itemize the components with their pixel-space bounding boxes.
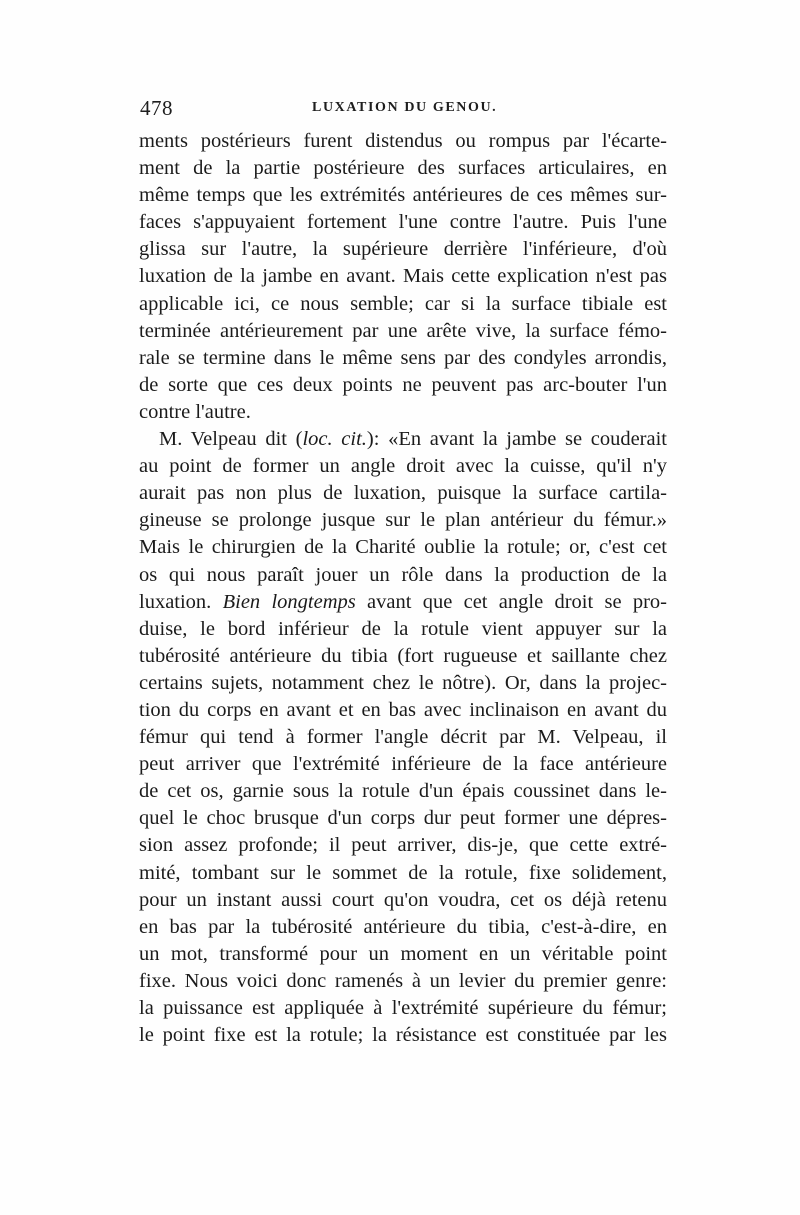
text-line: glissa sur l'autre, la supérieure derrière l'inférieure, d'où: [139, 238, 667, 261]
page-header: [140, 96, 665, 126]
text-line: même temps que les extrémités antérieures de ces mêmes sur-: [139, 184, 667, 207]
text-line: sion assez profonde; il peut arriver, dis-je, que cette extré-: [139, 834, 667, 857]
text-line: quel le choc brusque d'un corps dur peut former une dépres-: [139, 807, 667, 830]
text-line: de sorte que ces deux points ne peuvent pas arc-bouter l'un: [139, 373, 667, 396]
text-line: [139, 589, 667, 616]
text-line: terminée antérieurement par une arête vive, la surface fémo-: [139, 319, 667, 342]
text-line: Mais le chirurgien de la Charité oublie la rotule; or, c'est cet: [139, 536, 667, 559]
emphasis-italic: Bien longtemps: [222, 590, 356, 613]
page-number: 478: [140, 96, 173, 120]
text-line: rale se termine dans le même sens par des condyles arrondis,: [139, 346, 667, 369]
text-line: mité, tombant sur le sommet de la rotule, fixe solidement,: [139, 861, 667, 884]
text-line: aurait pas non plus de luxation, puisque la surface cartila-: [139, 482, 667, 505]
text-line: os qui nous paraît jouer un rôle dans la production de la: [139, 563, 667, 586]
running-title: LUXATION DU GENOU.: [312, 100, 498, 115]
text-line: applicable ici, ce nous semble; car si la surface tibiale est: [139, 292, 667, 315]
text-line: duise, le bord inférieur de la rotule vient appuyer sur la: [139, 617, 667, 640]
text-line: luxation de la jambe en avant. Mais cette explication n'est pas: [139, 265, 667, 288]
text-line: contre l'autre.: [139, 400, 251, 423]
text-line: pour un instant aussi court qu'on voudra, cet os déjà retenu: [139, 888, 667, 911]
text-line: un mot, transformé pour un moment en un véritable point: [139, 942, 667, 965]
text-line: peut arriver que l'extrémité inférieure de la face antérieure: [139, 753, 667, 776]
text-line: de cet os, garnie sous la rotule d'un épais coussinet dans le-: [139, 780, 667, 803]
text-line: faces s'appuyaient fortement l'une contre l'autre. Puis l'une: [139, 211, 667, 234]
paragraph-2: [139, 426, 667, 1049]
text-line: la puissance est appliquée à l'extrémité supérieure du fémur;: [139, 997, 667, 1019]
text-line: le point fixe est la rotule; la résistance est constituée par les: [139, 1024, 667, 1047]
text-line: en bas par la tubérosité antérieure du tibia, c'est-à-dire, en: [139, 915, 667, 938]
text-line: tion du corps en avant et en bas avec inclinaison en avant du: [139, 698, 667, 721]
text-line: tubérosité antérieure du tibia (fort rugueuse et saillante chez: [139, 644, 667, 667]
text-run: M. Velpeau dit (: [159, 428, 303, 451]
text-line: au point de former un angle droit avec la cuisse, qu'il n'y: [139, 455, 667, 478]
citation-italic: loc. cit.: [302, 428, 367, 451]
text-line: fémur qui tend à former l'angle décrit par M. Velpeau, il: [139, 726, 667, 749]
paragraph-1: [139, 128, 667, 426]
text-line: fixe. Nous voici donc ramenés à un levier du premier genre:: [139, 969, 667, 992]
text-run: avant que cet angle droit se pro-: [355, 590, 668, 613]
text-line: ments postérieurs furent distendus ou rompus par l'écarte-: [139, 130, 667, 152]
text-line: ment de la partie postérieure des surfaces articulaires, en: [139, 157, 667, 180]
text-line: gineuse se prolonge jusque sur le plan antérieur du fémur.»: [139, 509, 667, 532]
text-line: [139, 426, 667, 453]
text-line: certains sujets, notamment chez le nôtre). Or, dans la projec-: [139, 671, 667, 694]
text-run: luxation.: [139, 590, 223, 613]
text-run: ): «En avant la jambe se couderait: [366, 428, 667, 451]
body-text: [139, 128, 667, 1049]
